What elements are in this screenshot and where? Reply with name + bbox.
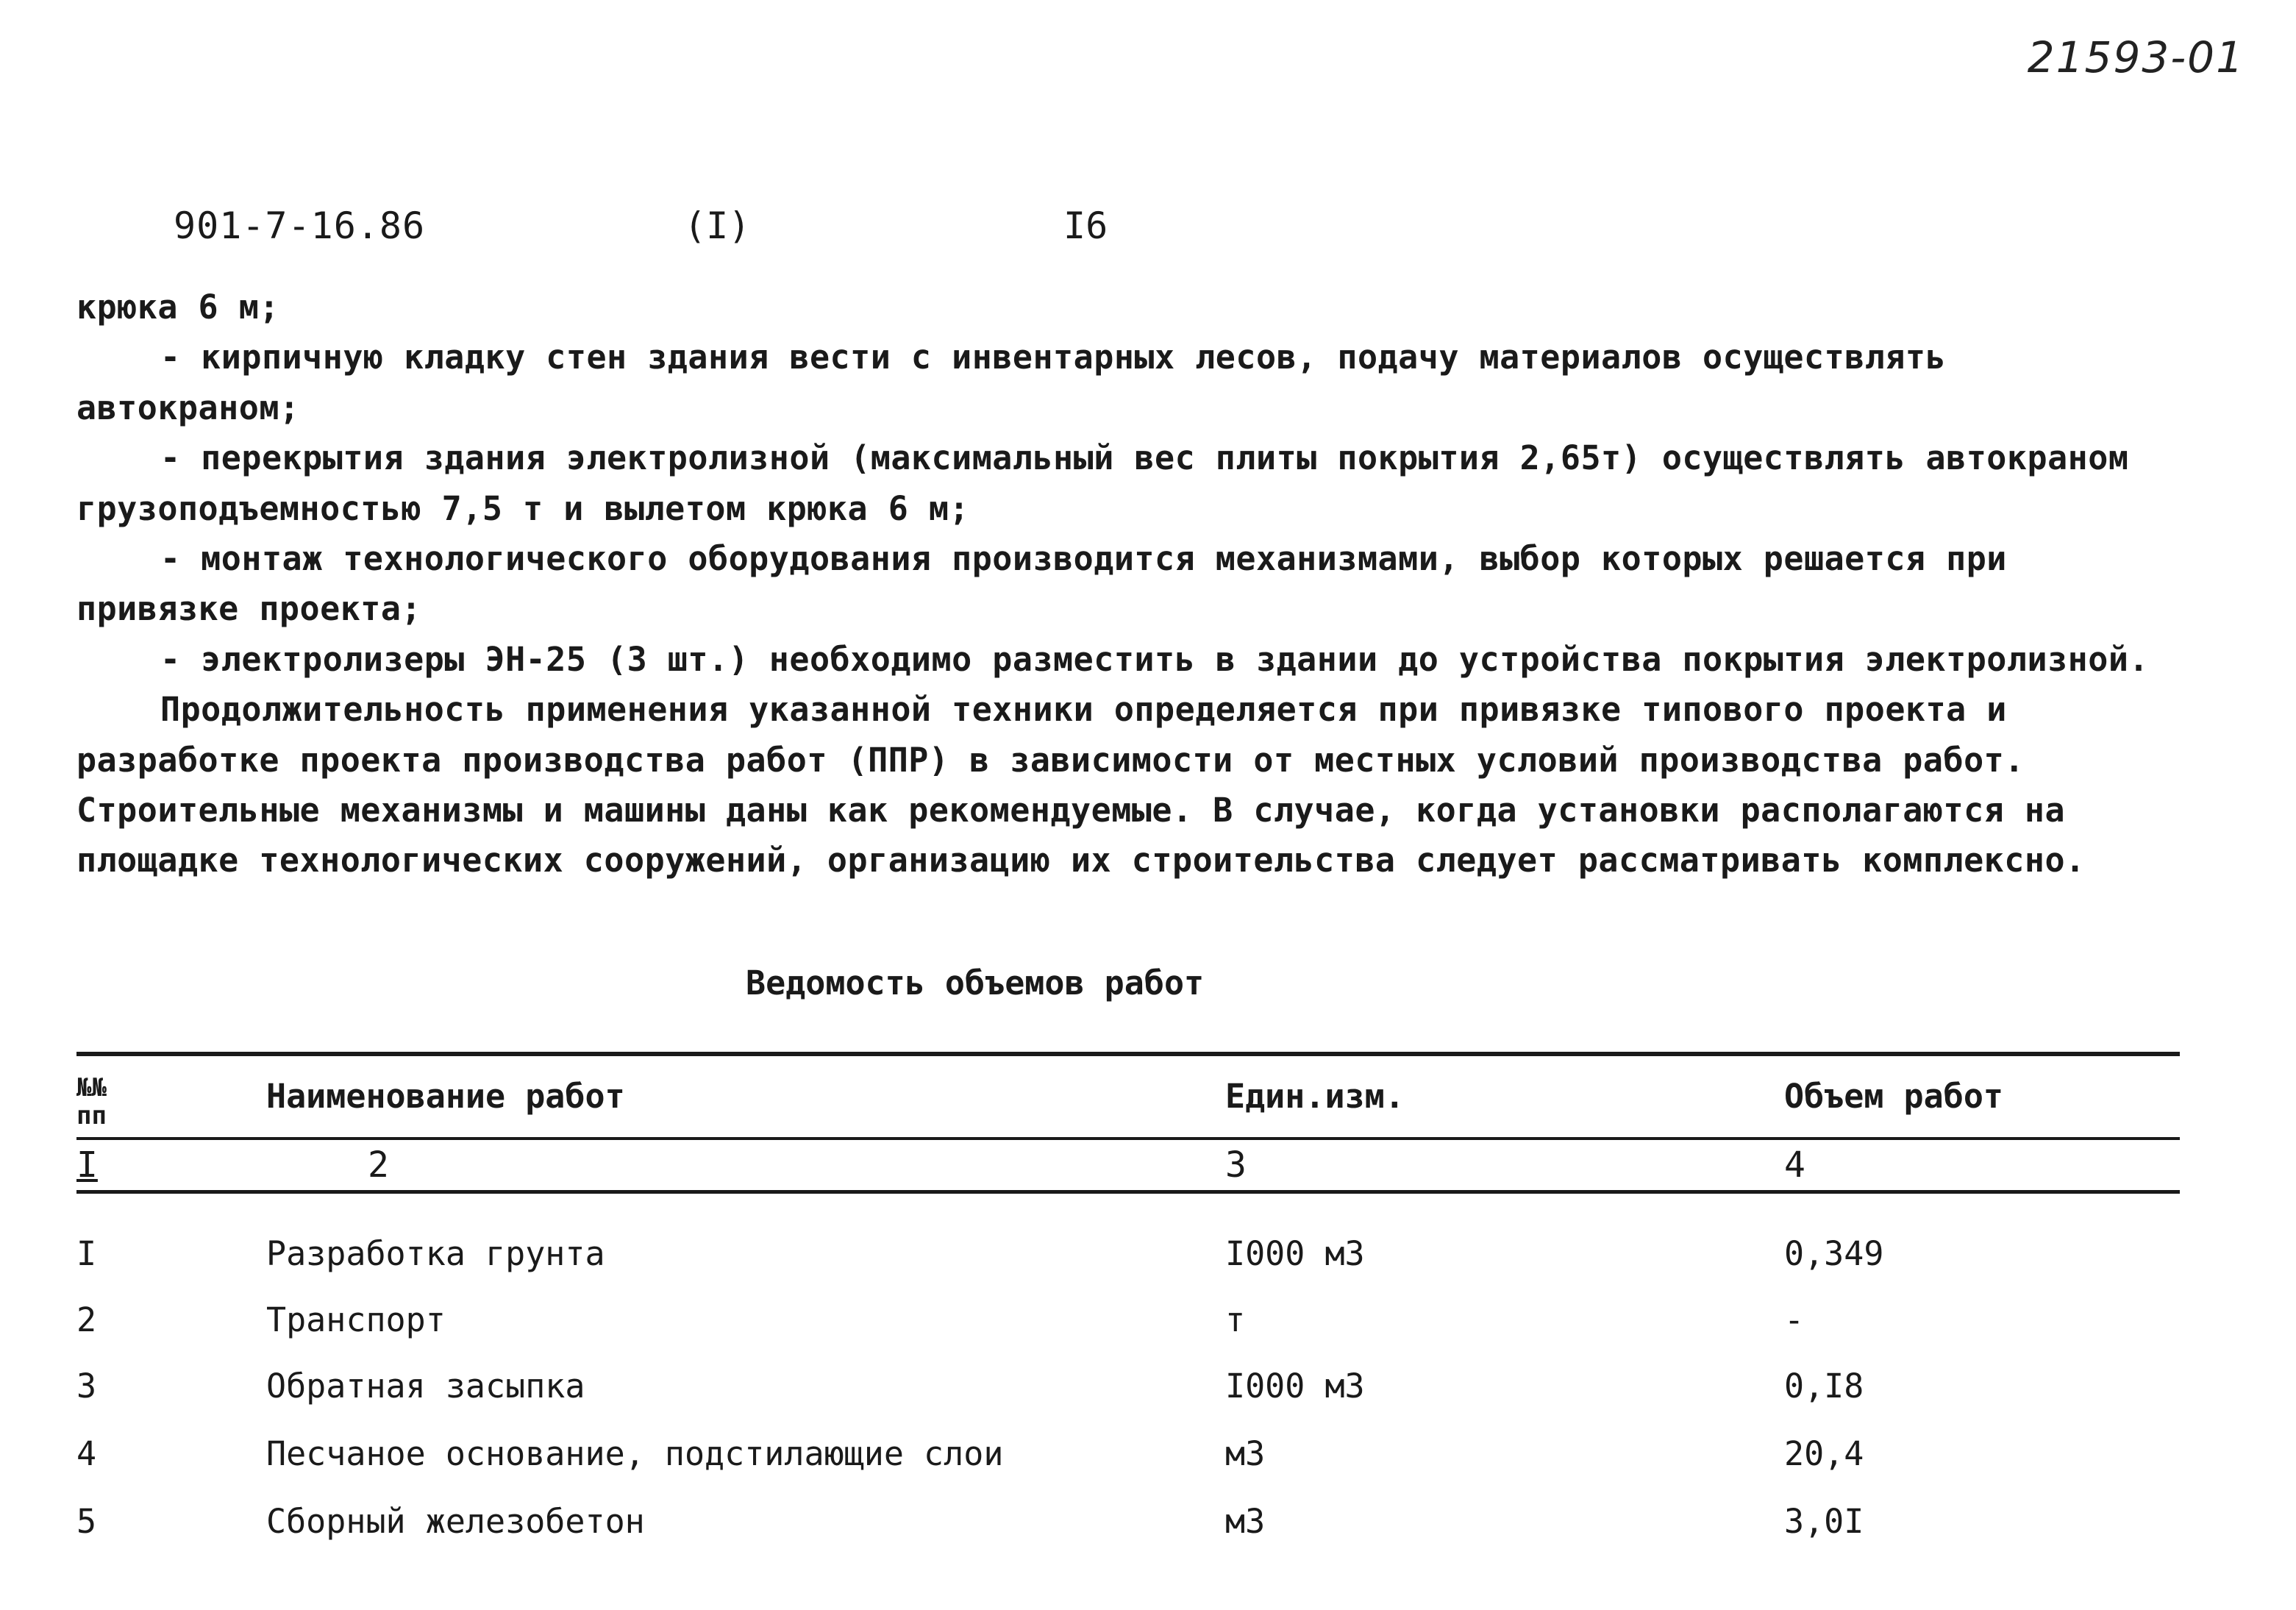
paragraph-duration: Продолжительность применения указанной техники определяется при привязке типового проекта и разработке проекта производства работ (ППР) в зависимости от местных условий производства работ. Строительные механизмы и машины даны как рекомендуемые. В случае, когда установки располагаются на площадке технологических сооружений, организацию их строительства следует рассматривать комплексно.	[76, 690, 2086, 880]
document-number: 901-7-16.86	[174, 204, 426, 247]
row-unit: м3	[1225, 1502, 1266, 1541]
row-volume: 0,349	[1784, 1234, 1884, 1273]
table-index-rule	[76, 1190, 2180, 1194]
row-number: I	[76, 1234, 97, 1273]
paragraph-electrolyzers: - электролизеры ЭН-25 (3 шт.) необходимо разместить в здании до устройства покрытия электролизной.	[160, 639, 2150, 679]
column-index: 3	[1225, 1144, 1247, 1186]
volume-part: (I)	[684, 204, 751, 247]
page-header	[0, 204, 2296, 256]
row-unit: т	[1225, 1300, 1246, 1339]
header-volume: Объем работ	[1784, 1077, 2004, 1116]
column-index: 4	[1784, 1144, 1805, 1186]
table-row	[76, 1300, 2180, 1367]
column-index: I	[76, 1144, 98, 1186]
header-work-name: Наименование работ	[266, 1077, 625, 1116]
row-volume: 0,I8	[1784, 1367, 1864, 1406]
row-volume: 20,4	[1784, 1434, 1864, 1473]
row-work-name: Транспорт	[266, 1300, 446, 1339]
table-top-rule	[76, 1052, 2180, 1056]
sheet-number: I6	[1063, 204, 1108, 247]
table-row	[76, 1234, 2180, 1300]
body-text	[76, 282, 2180, 886]
paragraph-masonry: - кирпичную кладку стен здания вести с инвентарных лесов, подачу материалов осуществлять автокраном;	[76, 338, 1967, 427]
table-row	[76, 1502, 2180, 1568]
paragraph-slabs: - перекрытия здания электролизной (максимальный вес плиты покрытия 2,65т) осуществлять автокраном грузоподъемностью 7,5 т и вылетом крюка 6 м;	[76, 438, 2150, 528]
row-volume: 3,0I	[1784, 1502, 1864, 1541]
row-unit: м3	[1225, 1434, 1266, 1473]
row-work-name: Сборный железобетон	[266, 1502, 645, 1541]
row-number: 5	[76, 1502, 97, 1541]
table-title: Ведомость объемов работ	[746, 963, 1205, 1002]
table-row	[76, 1367, 2180, 1433]
paragraph-equipment: - монтаж технологического оборудования производится механизмами, выбор которых решается при привязке проекта;	[76, 539, 2028, 629]
continued-line: крюка 6 м;	[76, 288, 279, 327]
row-number: 3	[76, 1367, 97, 1406]
table-header-rule	[76, 1137, 2180, 1140]
row-unit: I000 м3	[1225, 1367, 1365, 1406]
header-number: №№ пп	[76, 1073, 107, 1130]
row-volume: -	[1784, 1300, 1805, 1339]
works-volume-table	[76, 1052, 2180, 1559]
handwritten-registration-number: 21593-01	[2027, 32, 2245, 82]
row-work-name: Песчаное основание, подстилающие слои	[266, 1434, 1004, 1473]
row-unit: I000 м3	[1225, 1234, 1365, 1273]
table-row	[76, 1434, 2180, 1500]
header-unit: Един.изм.	[1225, 1077, 1405, 1116]
row-number: 2	[76, 1300, 97, 1339]
row-work-name: Разработка грунта	[266, 1234, 605, 1273]
column-index: 2	[368, 1144, 389, 1186]
row-work-name: Обратная засыпка	[266, 1367, 585, 1406]
row-number: 4	[76, 1434, 97, 1473]
